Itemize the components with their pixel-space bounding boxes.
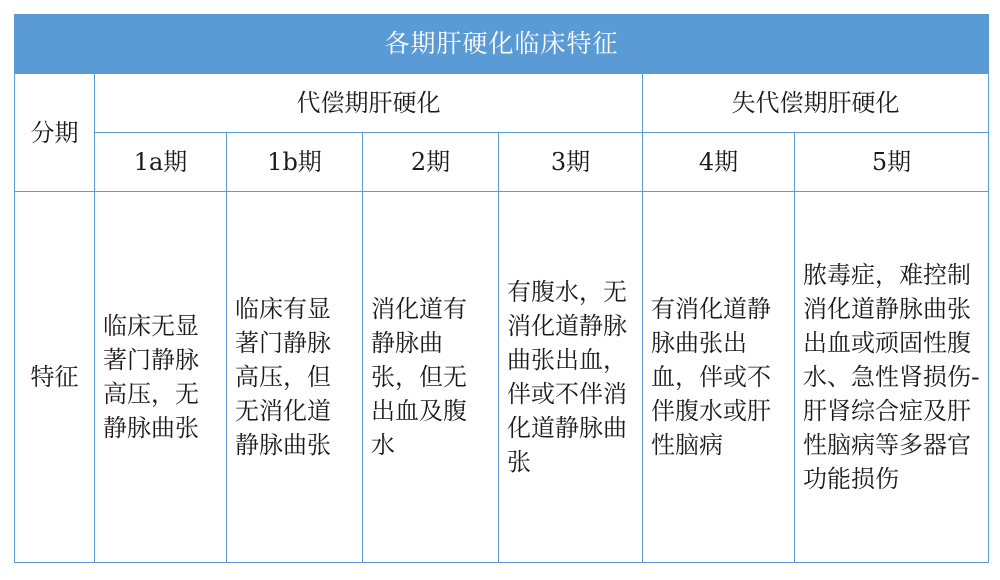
stage-5: 5期 [795,133,989,192]
clinical-features-table-container [14,14,988,563]
feature-2: 消化道有静脉曲张，但无出血及腹水 [363,192,499,563]
title-row [15,15,989,74]
features-row-label: 特征 [15,192,95,563]
table-title: 各期肝硬化临床特征 [15,15,989,74]
group-row [15,74,989,133]
feature-1b: 临床有显著门静脉高压，但无消化道静脉曲张 [227,192,363,563]
feature-4: 有消化道静脉曲张出血，伴或不伴腹水或肝性脑病 [643,192,795,563]
features-row [15,192,989,563]
feature-1a: 临床无显著门静脉高压，无静脉曲张 [95,192,227,563]
stage-1b: 1b期 [227,133,363,192]
clinical-features-table [14,14,989,563]
stage-row [15,133,989,192]
decompensated-group-header: 失代偿期肝硬化 [643,74,989,133]
stage-4: 4期 [643,133,795,192]
stage-1a: 1a期 [95,133,227,192]
stage-2: 2期 [363,133,499,192]
compensated-group-header: 代偿期肝硬化 [95,74,643,133]
feature-5: 脓毒症，难控制消化道静脉曲张出血或顽固性腹水、急性肾损伤-肝肾综合症及肝性脑病等多器官功能损伤 [795,192,989,563]
stage-3: 3期 [499,133,643,192]
stage-row-label: 分期 [15,74,95,192]
feature-3: 有腹水，无消化道静脉曲张出血，伴或不伴消化道静脉曲张 [499,192,643,563]
